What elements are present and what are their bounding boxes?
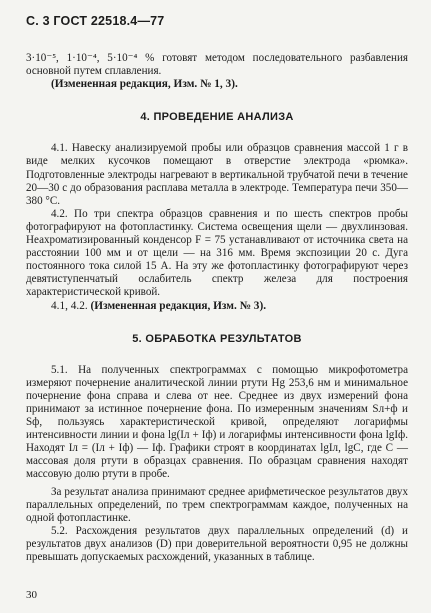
edit-note-text: (Измененная редакция, Изм. № 3). [90,299,267,312]
paragraph-5-2: 5.2. Расхождения результатов двух параллельных определений (d) и результатов двух анализов (D) при доверительной вероятности 0,95 не должны превышать допускаемых расхождений, указанных в таблице. [26,524,408,563]
page-content [26,52,408,564]
page-header: С. 3 ГОСТ 22518.4—77 [26,14,165,28]
section-4-heading: 4. ПРОВЕДЕНИЕ АНАЛИЗА [140,111,294,124]
paragraph-4-1: 4.1. Навеску анализируемой пробы или образцов сравнения массой 1 г в виде мелких кусочков помещают в отверстие электрода «рюмка». Подготовленные электроды нагревают в вертикальной трубчатой печи в течение 20—30 с до образования расплава металла в электроде. Температура печи 350—380 °С. [26,142,408,207]
section-5-heading: 5. ОБРАБОТКА РЕЗУЛЬТАТОВ [132,332,302,345]
intro-paragraph: 3·10⁻⁵, 1·10⁻⁴, 5·10⁻⁴ % готовят методом последовательного разбавления основной путем сплавления. [26,52,408,78]
page-number: 30 [26,589,37,601]
paragraph-4-2: 4.2. По три спектра образцов сравнения и по шесть спектров пробы фотографируют на фотопластинку. Система освещения щели — двухлинзовая. Неахроматизированный конденсор F = 75 устанавливают от источника света на расстоянии 100 мм и от щели — на 316 мм. Время экспозиции 20 с. Дуга постоянного тока силой 15 А. На эту же фотопластинку фотографируют через девятиступенчатый ослабитель спектр железа для построения характеристической кривой. [26,207,408,299]
section-4-edit-note [26,300,408,313]
intro-edit-note: (Измененная редакция, Изм. № 1, 3). [51,78,238,91]
paragraph-5-1: 5.1. На полученных спектрограммах с помощью микрофотометра измеряют почернение аналитической линии ртути Hg 253,6 нм и минимальное почернение фона справа и слева от нее. Среднее из двух измерений фона принимают за истинное почернение фона. По измеренным значениям Sл+ф и Sф, пользуясь характеристической кривой, определяют логарифмы интенсивности линии и фона lg(Iл + Iф) и логарифмы интенсивности фона lgIф. Находят Iл = (Iл + Iф) — Iф. Графики строят в координатах lgIл, lgC, где С — массовая доля ртути в образцах сравнения. По образцам сравнения находят массовую долю ртути в пробе. [26,363,408,481]
paragraph-5-1-result: За результат анализа принимают среднее арифметическое результатов двух параллельных определений, по трем спектрограммам каждое, полученных на одной фотопластинке. [26,485,408,524]
edit-note-lead: 4.1, 4.2. [51,299,88,312]
